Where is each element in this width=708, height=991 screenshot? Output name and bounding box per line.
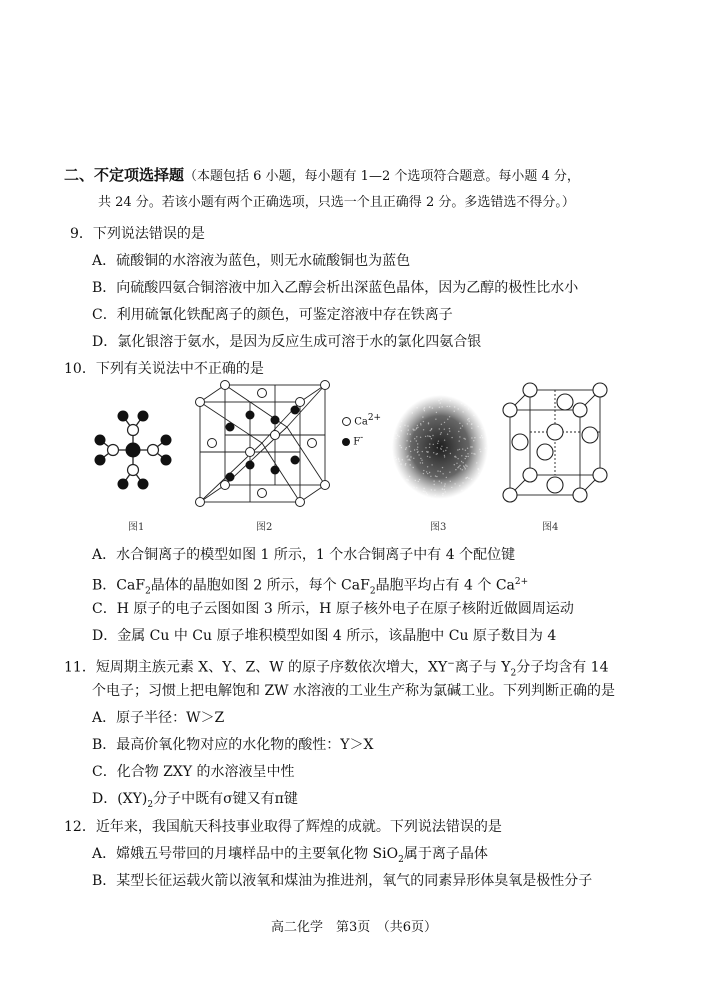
- figure-1-hydrated-copper-ion: [88, 400, 178, 500]
- q12-option-a: A．嫦娥五号带回的月壤样品中的主要氧化物 SiO$_2$属于离子晶体: [92, 846, 488, 865]
- black-circle-icon: [342, 438, 350, 446]
- figure-2-label: 图2: [256, 522, 273, 533]
- q10-stem: 10．下列有关说法中不正确的是: [64, 361, 264, 377]
- q10-option-b: B．CaF$_2$晶体的晶胞如图 2 所示，每个 CaF$_2$晶胞平均占有 4 个 $Ca^{2+}$: [92, 577, 529, 597]
- figure-1-label: 图1: [128, 522, 145, 533]
- q11-option-c: C．化合物 ZXY 的水溶液呈中性: [92, 764, 295, 780]
- q11-option-d: D．$(XY)_2$分子中既有σ键又有π键: [92, 791, 298, 810]
- white-circle-icon: [342, 417, 351, 426]
- figure-3-label: 图3: [430, 522, 447, 533]
- figure-2-legend: [342, 410, 381, 451]
- q10-option-a: A．水合铜离子的模型如图 1 所示，1 个水合铜离子中有 4 个配位键: [92, 547, 516, 563]
- q10-figures: [80, 380, 640, 533]
- figure-3-electron-cloud: [390, 392, 490, 502]
- q9-option-b: B．向硫酸四氨合铜溶液中加入乙醇会析出深蓝色晶体，因为乙醇的极性比水小: [92, 280, 579, 296]
- legend-f: F-: [342, 430, 381, 450]
- q12-stem: 12．近年来，我国航天科技事业取得了辉煌的成就。下列说法错误的是: [64, 819, 502, 835]
- figure-2-caf2-unit-cell: [190, 380, 340, 515]
- q9-option-a: A．硫酸铜的水溶液为蓝色，则无水硫酸铜也为蓝色: [92, 253, 411, 269]
- q10-option-c: C．H 原子的电子云图如图 3 所示，H 原子核外电子在原子核附近做圆周运动: [92, 601, 574, 617]
- q9-option-d: D．氯化银溶于氨水，是因为反应生成可溶于水的氯化四氨合银: [92, 334, 482, 350]
- section-note-line2: 共 24 分。若该小题有两个正确选项，只选一个且正确得 2 分。多选错选不得分。）: [98, 195, 575, 210]
- section-note-line1: （本题包括 6 小题，每小题有 1—2 个选项符合题意。每小题 4 分，: [184, 169, 580, 184]
- page-footer: 高二化学 第3页 （共6页）: [270, 920, 438, 935]
- q9-option-c: C．利用硫氰化铁配离子的颜色，可鉴定溶液中存在铁离子: [92, 307, 453, 323]
- q11-option-b: B．最高价氧化物对应的水化物的酸性：Y＞X: [92, 737, 374, 753]
- q11-stem-line2: 个电子；习惯上把电解饱和 ZW 水溶液的工业生产称为氯碱工业。下列判断正确的是: [92, 683, 616, 699]
- legend-ca: $Ca^{2+}$: [342, 410, 381, 430]
- q11-stem-line1: 11．短周期主族元素 X、Y、Z、W 的原子序数依次增大，XY−离子与 $Y_2$分子均含有 14: [64, 659, 609, 679]
- q10-option-d: D．金属 Cu 中 Cu 原子堆积模型如图 4 所示，该晶胞中 Cu 原子数目为 4: [92, 628, 557, 644]
- q9-stem: 9．下列说法错误的是: [70, 226, 205, 242]
- figure-4-cu-fcc-cell: [500, 380, 610, 505]
- section-header: [64, 166, 580, 186]
- section-title: 二、不定项选择题: [64, 166, 185, 184]
- q11-option-a: A．原子半径：W＞Z: [92, 710, 225, 726]
- figure-4-label: 图4: [542, 522, 559, 533]
- q12-option-b: B．某型长征运载火箭以液氧和煤油为推进剂，氧气的同素异形体臭氧是极性分子: [92, 873, 593, 889]
